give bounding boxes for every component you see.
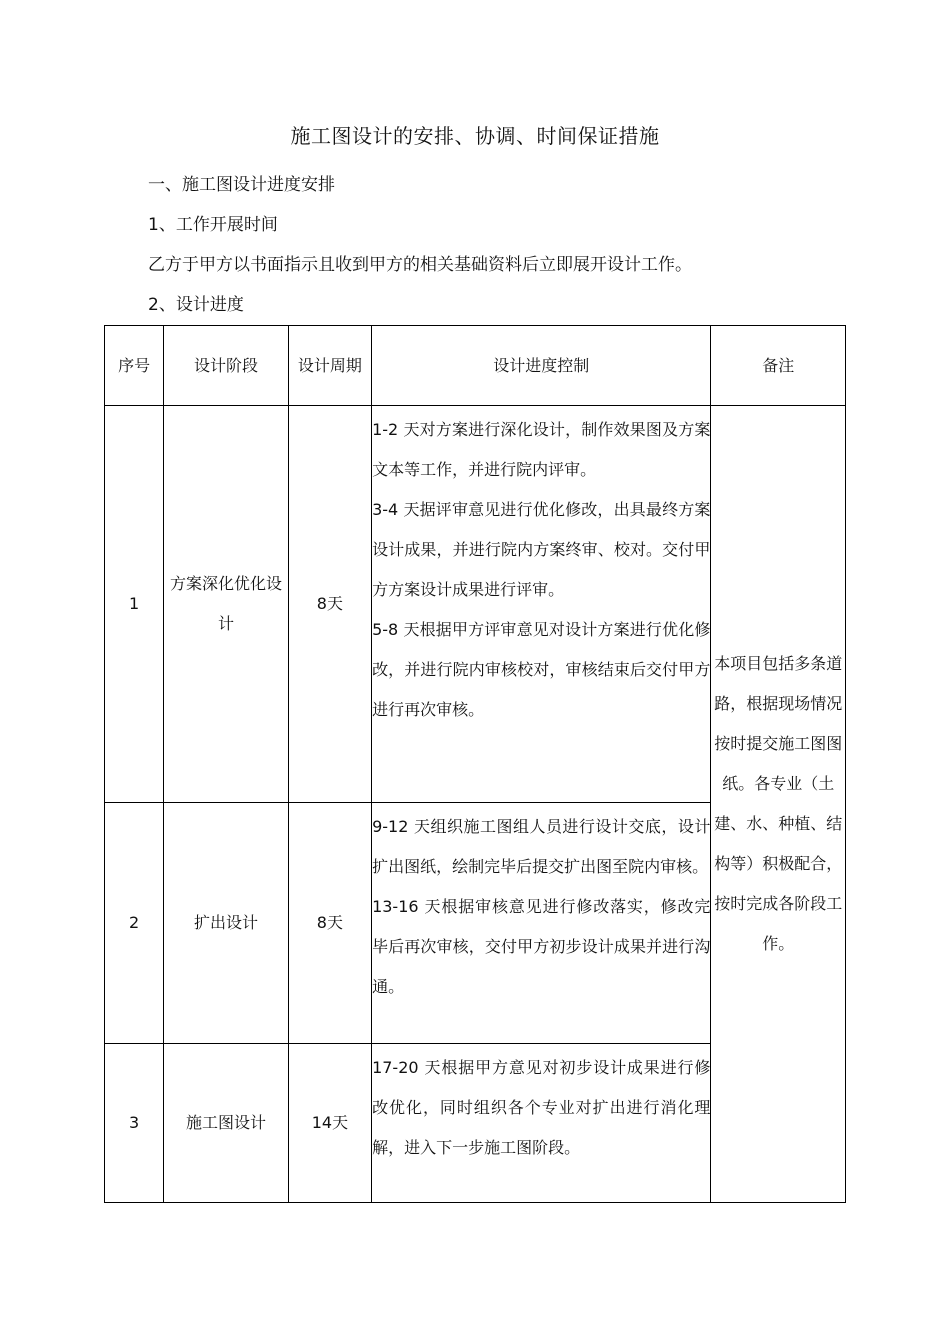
header-control: 设计进度控制 — [372, 326, 711, 406]
row-num: 2 — [105, 803, 164, 1044]
header-stage: 设计阶段 — [164, 326, 289, 406]
row-control — [372, 803, 711, 1044]
table-header-row — [105, 326, 846, 406]
control-step: 9-12 天组织施工图组人员进行设计交底，设计扩出图纸，绘制完毕后提交扩出图至院内审核。 — [372, 817, 711, 876]
control-step: 13-16 天根据审核意见进行修改落实，修改完毕后再次审核，交付甲方初步设计成果并进行沟通。 — [372, 897, 711, 996]
remarks-cell: 本项目包括多条道路，根据现场情况按时提交施工图图纸。各专业（土建、水、种植、结构等）积极配合，按时完成各阶段工作。 — [711, 406, 846, 1203]
paragraph-work-start: 乙方于甲方以书面指示且收到甲方的相关基础资料后立即展开设计工作。 — [148, 255, 692, 275]
control-step: 3-4 天据评审意见进行优化修改，出具最终方案设计成果，并进行院内方案终审、校对。交付甲方方案设计成果进行评审。 — [372, 500, 711, 599]
control-step: 17-20 天根据甲方意见对初步设计成果进行修改优化，同时组织各个专业对扩出进行消化理解，进入下一步施工图阶段。 — [372, 1058, 711, 1157]
header-note: 备注 — [711, 326, 846, 406]
row-control — [372, 406, 711, 803]
subsection-heading-1: 1、工作开展时间 — [148, 215, 278, 235]
row-control — [372, 1044, 711, 1203]
row-cycle: 8天 — [288, 406, 371, 803]
row-num: 1 — [105, 406, 164, 803]
page-title: 施工图设计的安排、协调、时间保证措施 — [290, 124, 660, 148]
control-step: 5-8 天根据甲方评审意见对设计方案进行优化修改，并进行院内审核校对，审核结束后交付甲方进行再次审核。 — [372, 620, 711, 719]
row-stage: 方案深化优化设计 — [164, 406, 289, 803]
subsection-heading-2: 2、设计进度 — [148, 295, 244, 315]
row-num: 3 — [105, 1044, 164, 1203]
row-stage: 施工图设计 — [164, 1044, 289, 1203]
row-stage: 扩出设计 — [164, 803, 289, 1044]
design-progress-table — [104, 325, 846, 1203]
control-step: 1-2 天对方案进行深化设计，制作效果图及方案文本等工作，并进行院内评审。 — [372, 420, 711, 479]
header-num: 序号 — [105, 326, 164, 406]
row-cycle: 8天 — [288, 803, 371, 1044]
section-heading-1: 一、施工图设计进度安排 — [148, 175, 335, 195]
row-cycle: 14天 — [288, 1044, 371, 1203]
header-cycle: 设计周期 — [288, 326, 371, 406]
table-row — [105, 406, 846, 803]
